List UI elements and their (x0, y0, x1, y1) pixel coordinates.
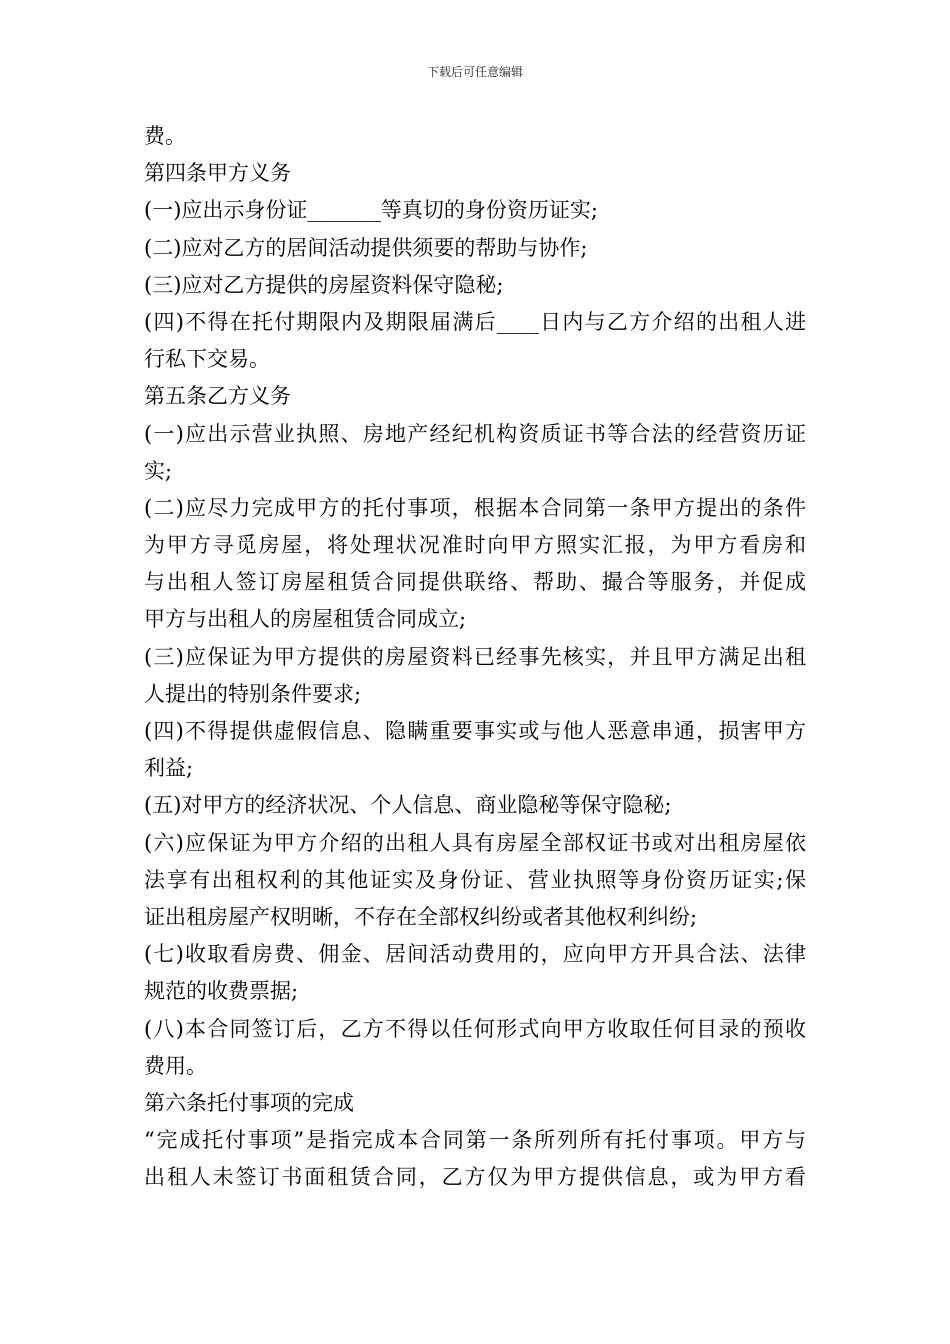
page-header: 下载后可任意编辑 (426, 65, 523, 79)
text-line: 费用。 (144, 1053, 207, 1078)
text-line: (八)本合同签订后，乙方不得以任何形式向甲方收取任何目录的预收 (144, 1016, 806, 1041)
text-line: (四)不得在托付期限内及期限届满后____日内与乙方介绍的出租人进 (144, 309, 806, 334)
text-line: 第五条乙方义务 (144, 384, 291, 409)
text-line: 甲方与出租人的房屋租赁合同成立; (144, 607, 467, 632)
text-line: (二)应对乙方的居间活动提供须要的帮助与协作; (144, 235, 588, 260)
text-line: (七)收取看房费、佣金、居间活动费用的，应向甲方开具合法、法律 (144, 942, 806, 967)
text-line: “完成托付事项”是指完成本合同第一条所列所有托付事项。甲方与 (144, 1128, 806, 1153)
text-line: (六)应保证为甲方介绍的出租人具有房屋全部权证书或对出租房屋依 (144, 830, 806, 855)
text-line: (三)应对乙方提供的房屋资料保守隐秘; (144, 272, 504, 297)
text-line: 法享有出租权利的其他证实及身份证、营业执照等身份资历证实;保 (144, 867, 806, 892)
text-line: 证出租房屋产权明晰，不存在全部权纠纷或者其他权利纠纷; (144, 904, 698, 929)
text-line: (四)不得提供虚假信息、隐瞒重要事实或与他人恶意串通，损害甲方 (144, 719, 806, 743)
text-line: 实; (144, 458, 173, 483)
text-line: 出租人未签订书面租赁合同，乙方仅为甲方提供信息，或为甲方看 (144, 1165, 806, 1190)
document-body (144, 118, 806, 1196)
text-line: 第四条甲方义务 (144, 161, 291, 186)
text-line: 第六条托付事项的完成 (144, 1090, 354, 1115)
text-line: (一)应出示身份证_______等真切的身份资历证实; (144, 198, 598, 223)
text-line: (五)对甲方的经济状况、个人信息、商业隐秘等保守隐秘; (144, 793, 672, 818)
text-line: 行私下交易。 (144, 347, 270, 372)
text-line: 利益; (144, 756, 194, 781)
text-line: (二)应尽力完成甲方的托付事项，根据本合同第一条甲方提出的条件 (144, 495, 806, 520)
text-line: 与出租人签订房屋租赁合同提供联络、帮助、撮合等服务，并促成 (144, 570, 806, 595)
text-line: 费。 (144, 124, 186, 148)
text-line: (一)应出示营业执照、房地产经纪机构资质证书等合法的经营资历证 (144, 421, 806, 446)
text-line: 人提出的特别条件要求; (144, 681, 362, 706)
text-line: 为甲方寻觅房屋，将处理状况准时向甲方照实汇报，为甲方看房和 (144, 533, 806, 558)
text-line: 规范的收费票据; (144, 979, 299, 1004)
text-line: (三)应保证为甲方提供的房屋资料已经事先核实，并且甲方满足出租 (144, 644, 806, 669)
